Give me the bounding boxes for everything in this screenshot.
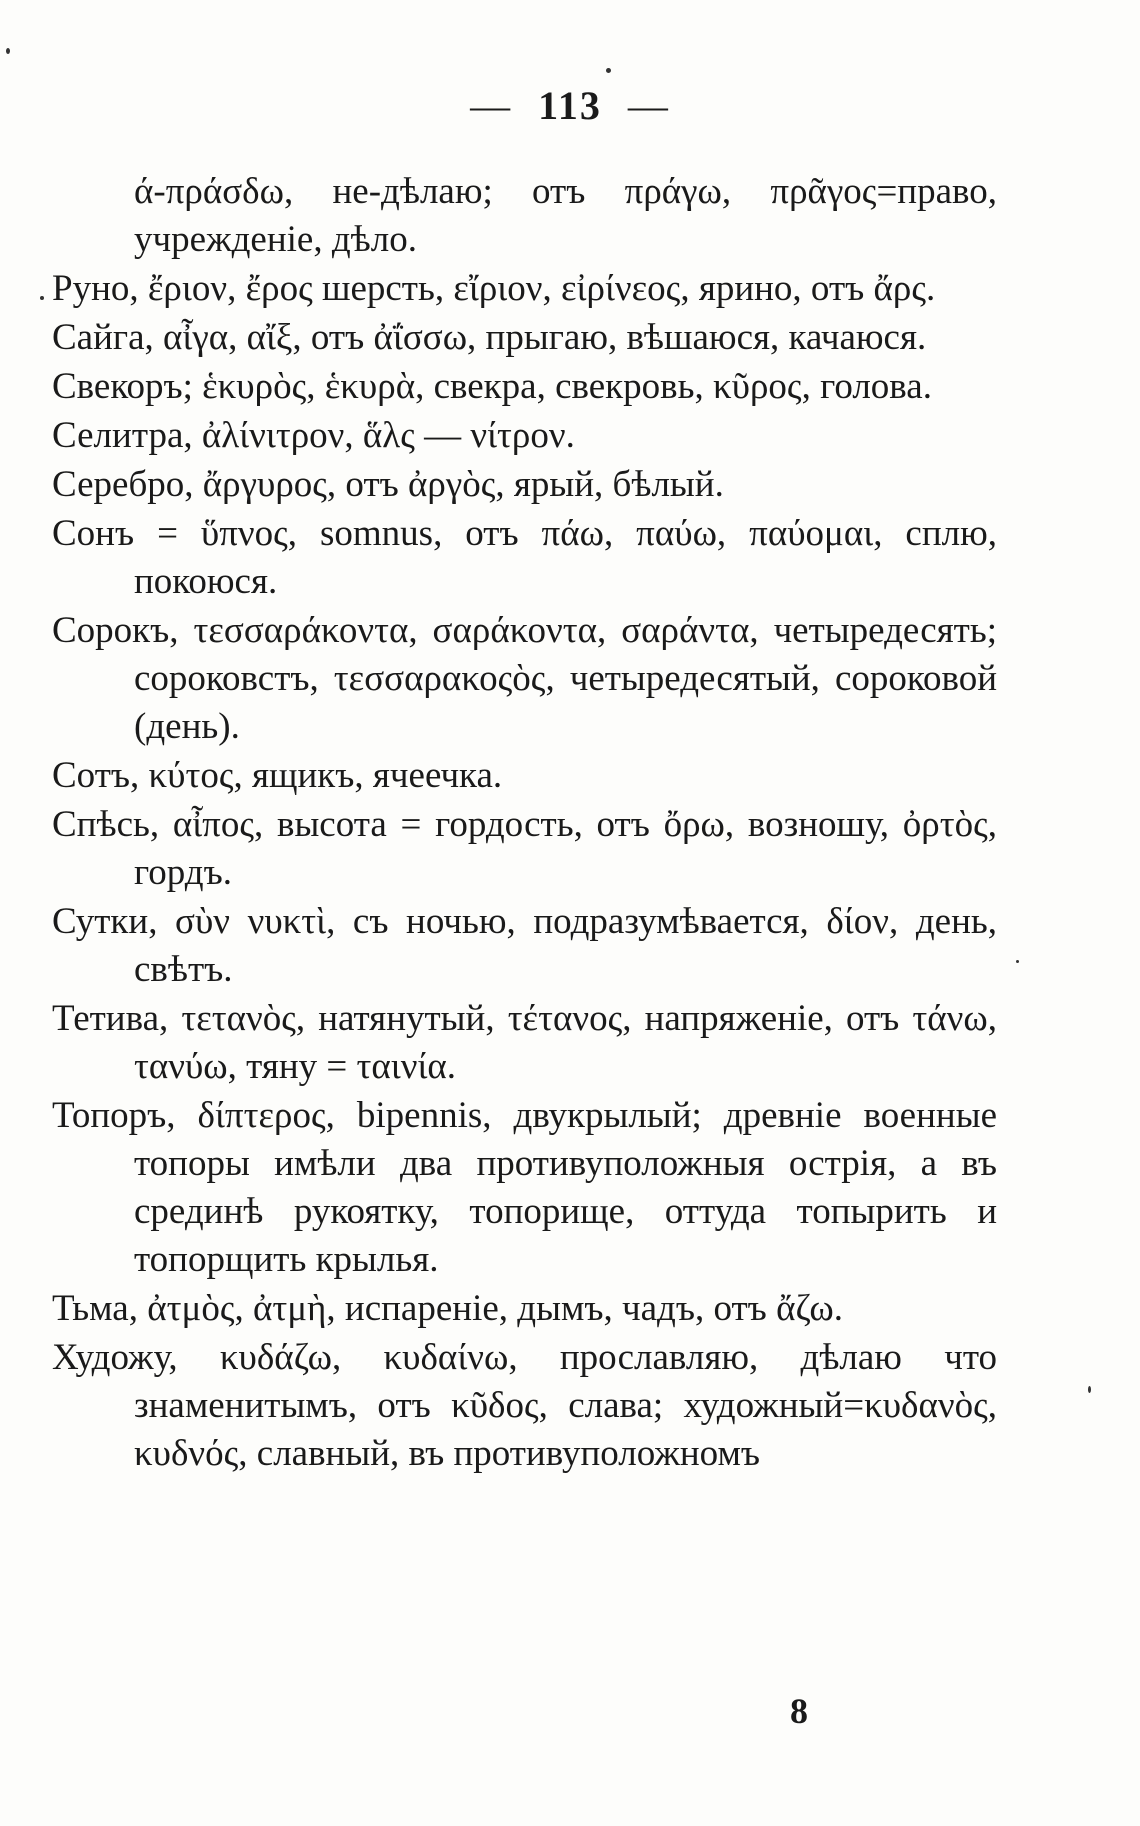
print-speck	[6, 48, 10, 54]
entry-continuation: ά-πράσδω, не-дѣлаю; отъ πράγω, πρᾶγος=право, учрежденіе, дѣло.	[134, 171, 997, 260]
entry-runo: Руно, ἔριον, ἔρος шерсть, εἴριον, εἰρίνεος, ярино, отъ ἄρς.	[52, 268, 936, 309]
page-number: 113	[538, 83, 602, 128]
print-speck	[1016, 960, 1019, 963]
entry-son: Сонъ = ὕπνος, somnus, отъ πάω, παύω, παύομαι, сплю, покоюся.	[52, 513, 997, 602]
entry-sutki: Сутки, σὺν νυκτὶ, съ ночью, подразумѣвается, δίον, день, свѣтъ.	[52, 901, 997, 990]
entry-spes: Спѣсь, αἶπος, высота = гордость, отъ ὄρω, возношу, ὀρτὸς, гордъ.	[52, 804, 997, 893]
entry-khudozhu: Художу, κυδάζω, κυδαίνω, прославляю, дѣлаю что знаменитымъ, отъ κῦδος, слава; художный=κυδανὸς, κυδνός, славный, въ противуположномъ	[52, 1337, 997, 1474]
entry-saiga: Сайга, αἶγα, αἴξ, отъ ἀΐσσω, прыгаю, вѣшаюся, качаюся.	[52, 317, 927, 358]
entry-tma: Тьма, ἀτμὸς, ἀτμὴ, испареніе, дымъ, чадъ, отъ ἄζω.	[52, 1288, 844, 1329]
print-speck	[606, 68, 611, 73]
entry-selitra: Селитра, ἀλίνιτρον, ἅλς — νίτρον.	[52, 415, 575, 456]
header-dash-right: —	[627, 83, 670, 128]
entry-tetiva: Тетива, τετανὸς, натянутый, τέτανος, напряженіе, отъ τάνω, τανύω, тяну = ταινία.	[52, 998, 997, 1087]
entry-sorok: Сорокъ, τεσσαράκοντα, σαράκοντα, σαράντα, четыредесять; сороковстъ, τεσσαρακοςὸς, четыредесятый, сороковой (день).	[52, 610, 997, 747]
header-dash-left: —	[470, 83, 513, 128]
signature-mark: 8	[790, 1691, 808, 1731]
entry-svekor: Свекоръ; ἑκυρὸς, ἑκυρὰ, свекра, свекровь, κῦρος, голова.	[52, 366, 932, 407]
print-speck	[1088, 1386, 1091, 1393]
entry-topor: Топоръ, δίπτερος, bipennis, двукрылый; древніе военные топоры имѣли два противуположныя острія, а въ срединѣ рукоятку, топорище, оттуда топырить и топорщить крылья.	[52, 1095, 997, 1280]
entry-sot: Сотъ, κύτος, ящикъ, ячеечка.	[52, 755, 503, 796]
print-speck	[40, 296, 44, 300]
page-body	[52, 168, 997, 1479]
page-header	[0, 82, 1140, 129]
entry-serebro: Серебро, ἄργυρος, отъ ἀργὸς, ярый, бѣлый.	[52, 464, 724, 505]
